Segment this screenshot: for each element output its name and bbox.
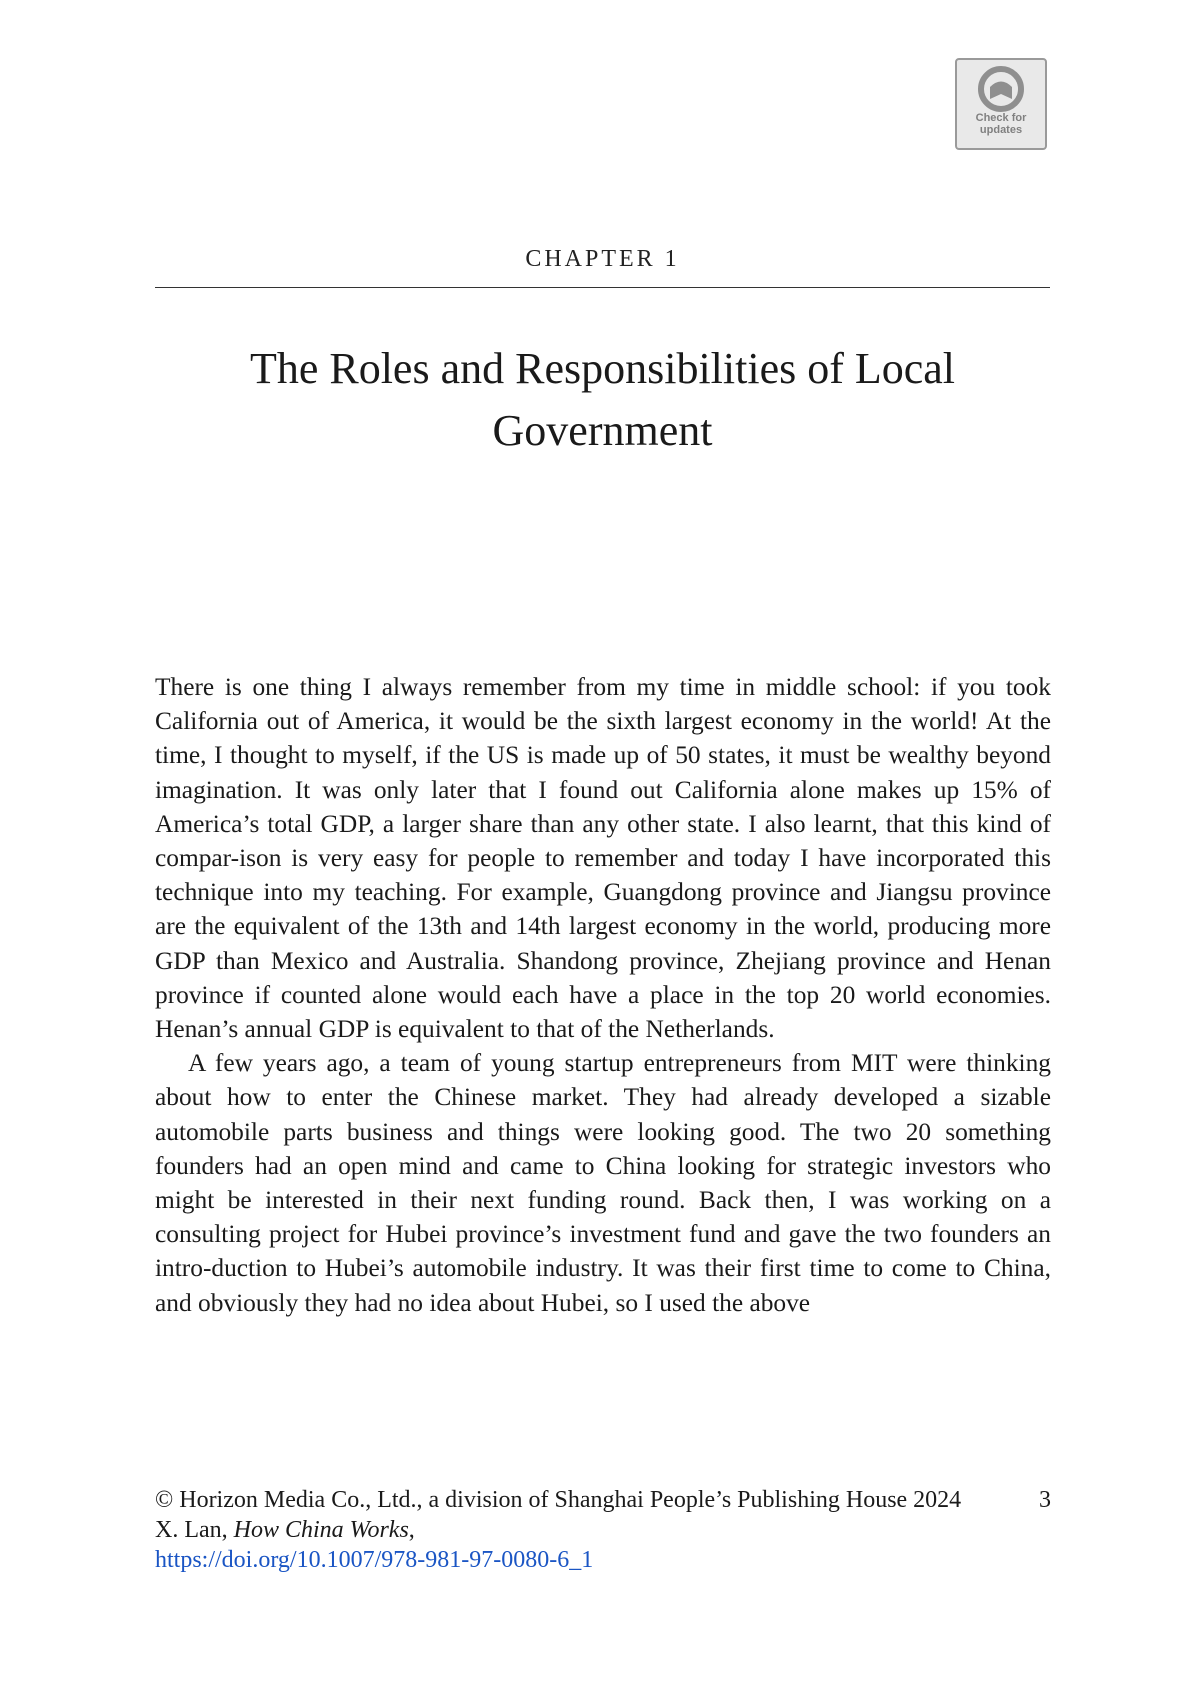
badge-label-line2: updates <box>979 124 1023 136</box>
footnote <box>155 1485 1051 1575</box>
author-name: X. Lan, <box>155 1517 228 1543</box>
citation-separator: , <box>408 1517 415 1543</box>
chapter-label: CHAPTER 1 <box>525 246 680 272</box>
doi-link[interactable]: https://doi.org/10.1007/978-981-97-0080-6_1 <box>155 1547 594 1573</box>
chapter-divider <box>155 287 1050 288</box>
paragraph-1: There is one thing I always remember from my time in middle school: if you took California out of America, it would be the sixth largest economy in the world! At the time, I thought to myself, if the US is made up of 50 states, it must be wealthy beyond imagination. It was only later that I found out California alone makes up 15% of America’s total GDP, a larger share than any other state. I also learnt, that this kind of compar-ison is very easy for people to remember and today I have incorporated this technique into my teaching. For example, Guangdong province and Jiangsu province are the equivalent of the 13th and 14th largest economy in the world, producing more GDP than Mexico and Australia. Shandong province, Zhejiang province and Henan province if counted alone would each have a place in the top 20 world economies. Henan’s annual GDP is equivalent to that of the Netherlands. <box>155 673 1051 1044</box>
citation <box>155 1515 1051 1545</box>
check-for-updates-icon <box>978 66 1024 112</box>
badge-label-line1: Check for <box>975 112 1027 124</box>
copyright-notice: © Horizon Media Co., Ltd., a division of Shanghai People’s Publishing House 2024 <box>155 1487 962 1513</box>
check-for-updates-badge[interactable] <box>955 58 1047 150</box>
book-title: How China Works <box>233 1517 409 1543</box>
body-text <box>155 670 1051 1320</box>
paragraph-2: A few years ago, a team of young startup entrepreneurs from MIT were thinking about how to enter the Chinese market. They had already developed a sizable automobile parts business and things were looking good. The two 20 something founders had an open mind and came to China looking for strategic investors who might be interested in their next funding round. Back then, I was working on a consulting project for Hubei province’s investment fund and gave the two founders an intro-duction to Hubei’s automobile industry. It was their first time to come to China, and obviously they had no idea about Hubei, so I used the above <box>155 1049 1051 1317</box>
chapter-title: The Roles and Responsibilities of Local Government <box>249 344 956 455</box>
page-number: 3 <box>1039 1487 1051 1513</box>
